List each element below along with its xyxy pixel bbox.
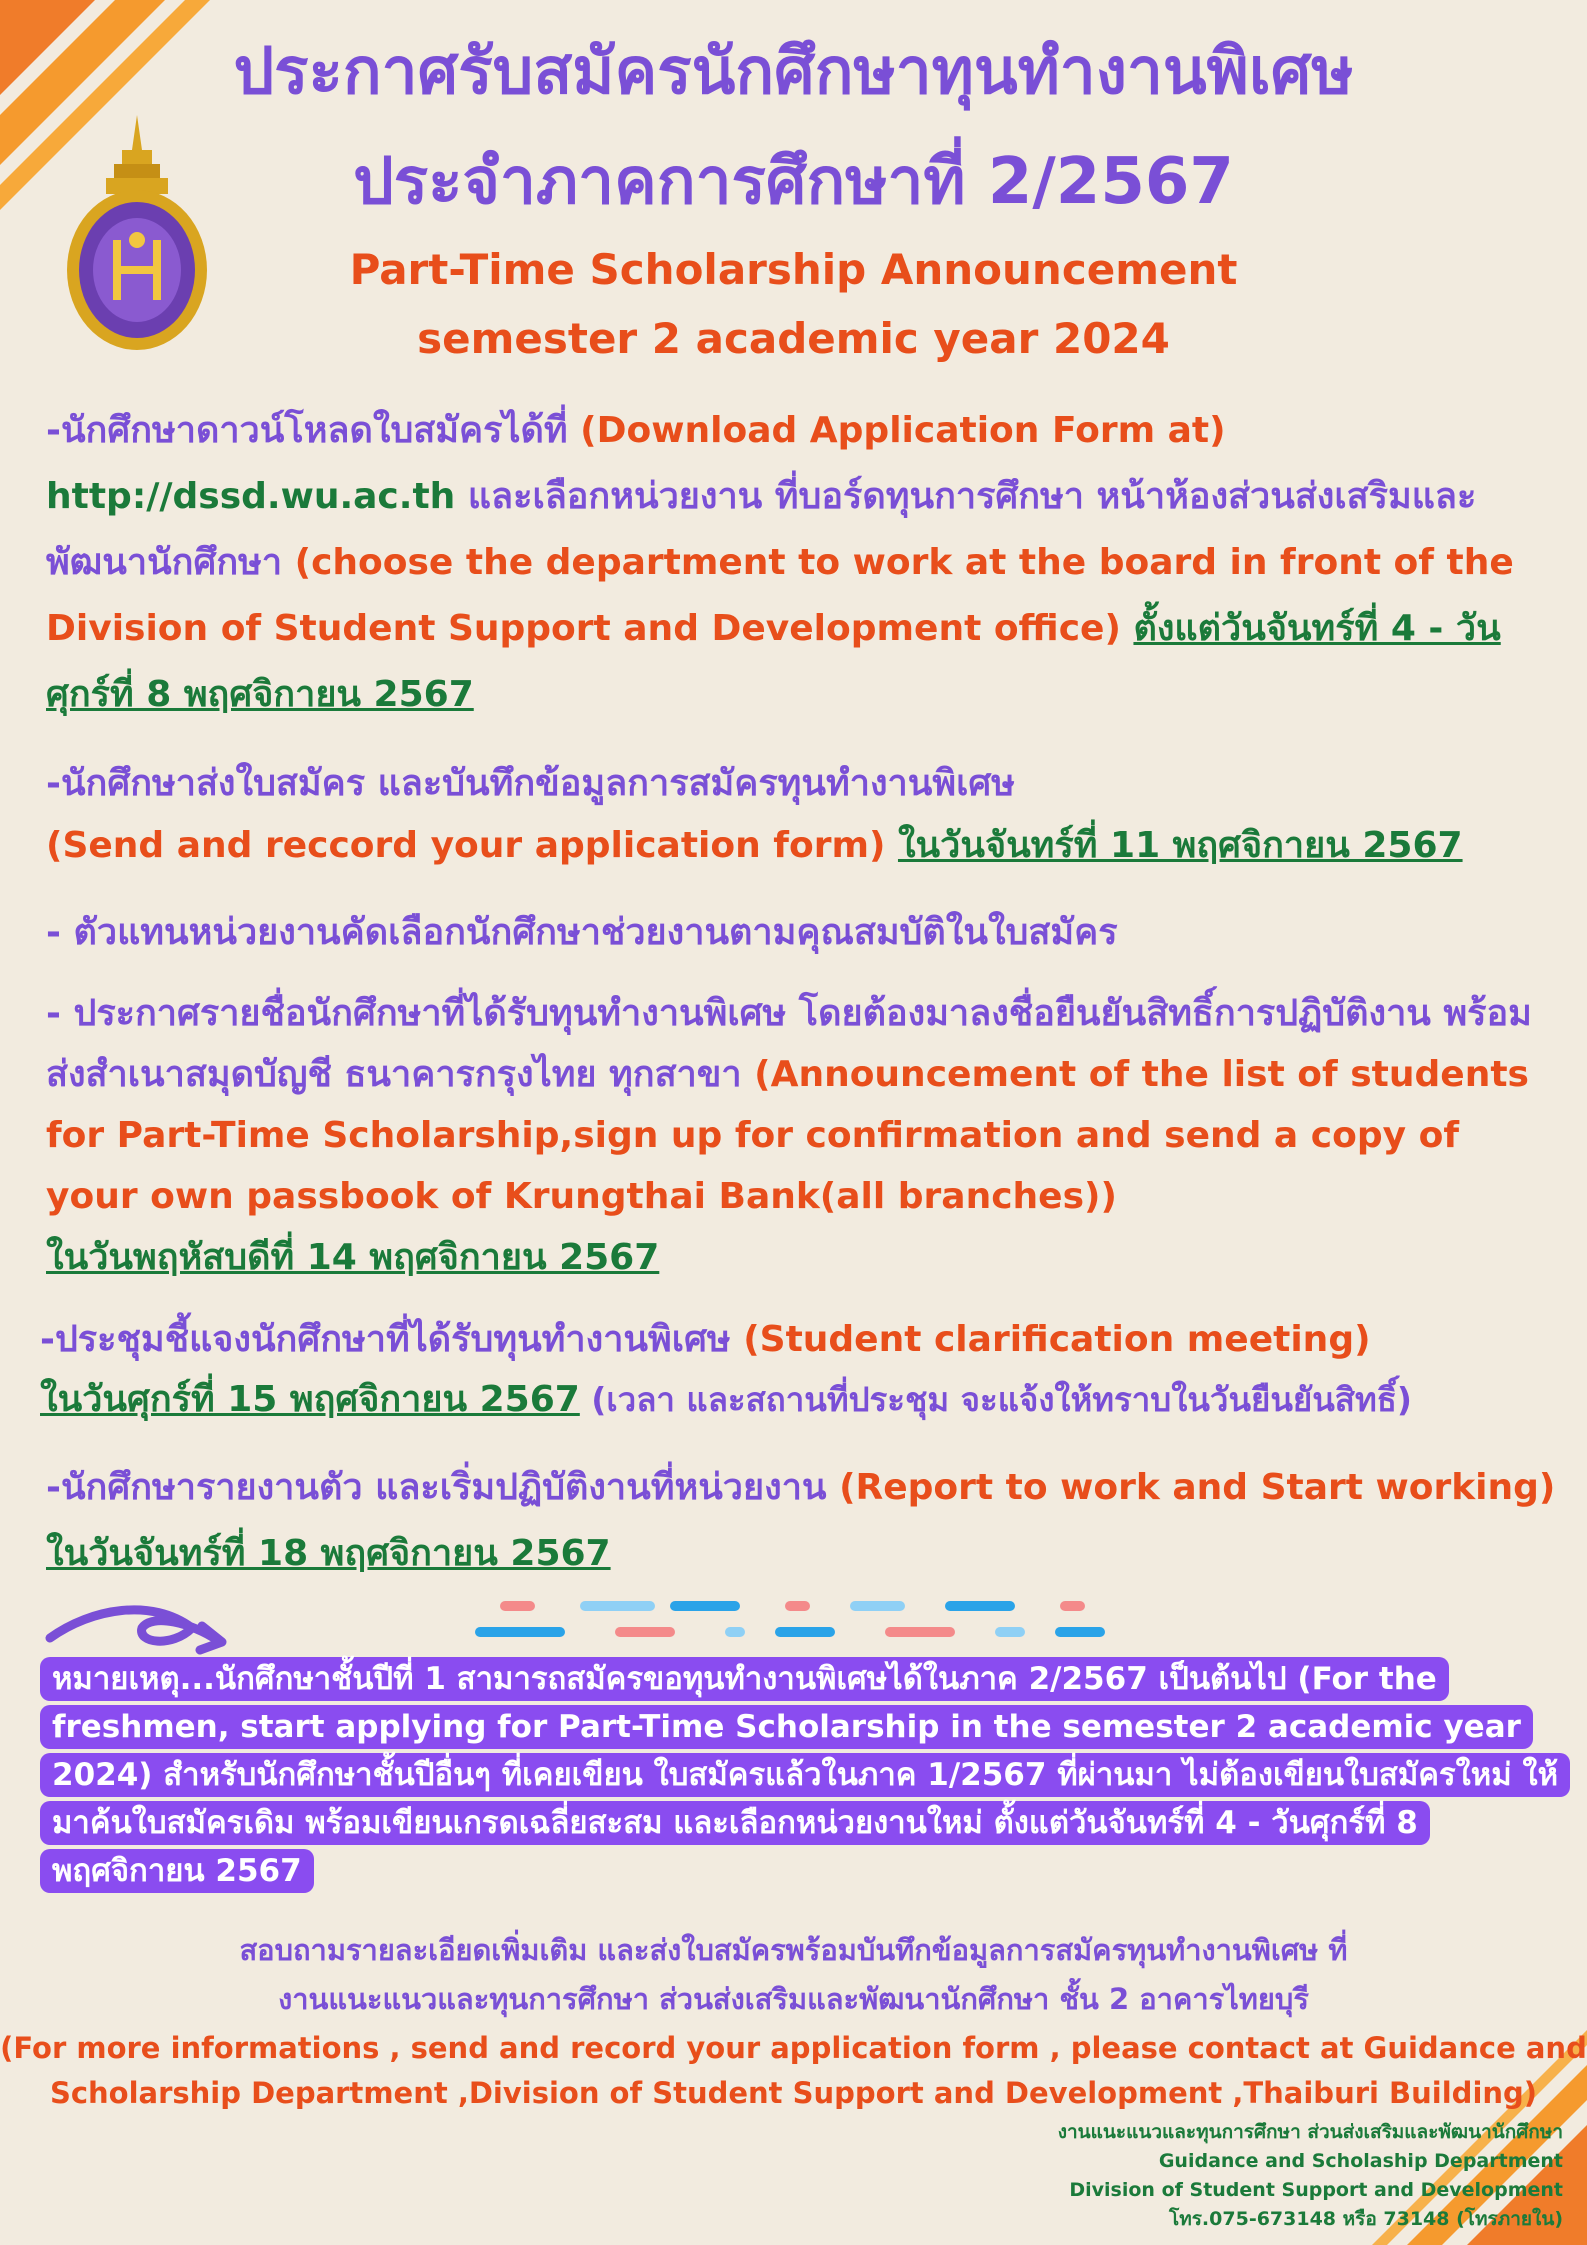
note-box [40, 1655, 1570, 1895]
step-text-en: (Send and reccord your application form) [46, 825, 886, 866]
footer-department-en: Guidance and Scholaship Department [1158, 2150, 1563, 2172]
contact-en-line2: Scholarship Department ,Division of Student Support and Development ,Thaiburi Building) [49, 2076, 1538, 2110]
subtitle-line1: Part-Time Scholarship Announcement [349, 245, 1238, 294]
step-date: ในวันจันทร์ที่ 18 พฤศจิกายน 2567 [46, 1533, 611, 1574]
step-text-th-2: และเลือกหน่วยงาน ที่บอร์ดทุนการศึกษา หน้าห้องส่วนส่งเสริมและพัฒนานักศึกษา [46, 476, 1477, 583]
contact-en-line1: (For more informations , send and record your application form , please contact at Guidance and [0, 2031, 1587, 2065]
step-text-en-2: (choose the department to work at the board in front of the Division of Student Support and Development office) [46, 542, 1514, 649]
dash-decoration [470, 1594, 1120, 1644]
step-text-th: - ประกาศรายชื่อนักศึกษาที่ได้รับทุนทำงานพิเศษ โดยต้องมาลงชื่อยืนยันสิทธิ์การปฏิบัติงาน พร้อมส่งสำเนาสมุดบัญชี ธนาคารกรุงไทย ทุกสาขา [46, 993, 1532, 1095]
step-text-en: (Report to work and Start working) [826, 1467, 1556, 1508]
step-text-en: (Download Application Form at) [567, 410, 1226, 451]
step-text-th: -ประชุมชี้แจงนักศึกษาที่ได้รับทุนทำงานพิเศษ [40, 1319, 731, 1360]
contact-th-line2: งานแนะแนวและทุนการศึกษา ส่วนส่งเสริมและพัฒนานักศึกษา ชั้น 2 อาคารไทยบุรี [278, 1982, 1309, 2016]
step-text-th: -นักศึกษารายงานตัว และเริ่มปฏิบัติงานที่หน่วยงาน [46, 1467, 827, 1508]
application-url-link[interactable]: http://dssd.wu.ac.th [46, 476, 456, 517]
step-date: ในวันพฤหัสบดีที่ 14 พฤศจิกายน 2567 [46, 1237, 660, 1278]
page-title-line1: ประกาศรับสมัครนักศึกษาทุนทำงานพิเศษ [233, 35, 1354, 109]
step-date: ในวันจันทร์ที่ 11 พฤศจิกายน 2567 [897, 825, 1463, 866]
contact-th-line1: สอบถามรายละเอียดเพิ่มเติม และส่งใบสมัครพร้อมบันทึกข้อมูลการสมัครทุนทำงานพิเศษ ที่ [239, 1933, 1348, 1967]
step-text-th: -นักศึกษาส่งใบสมัคร และบันทึกข้อมูลการสมัครทุนทำงานพิเศษ [46, 763, 1015, 804]
step-text-th: - ตัวแทนหน่วยงานคัดเลือกนักศึกษาช่วยงานตามคุณสมบัติในใบสมัคร [46, 912, 1118, 953]
subtitle-line2: semester 2 academic year 2024 [417, 314, 1170, 363]
note-text: หมายเหตุ...นักศึกษาชั้นปีที่ 1 สามารถสมัครขอทุนทำงานพิเศษได้ในภาค 2/2567 เป็นต้นไป (For the freshmen, start applying for Part-Time Scholarship in the semester 2 academic year 2024) สำหรับนักศึกษาชั้นปีอื่นๆ ที่เคยเขียน ใบสมัครแล้วในภาค 1/2567 ที่ผ่านมา ไม่ต้องเขียนใบสมัครใหม่ ให้มาค้นใบสมัครเดิม พร้อมเขียนเกรดเฉลี่ยสะสม และเลือกหน่วยงานใหม่ ตั้งแต่วันจันทร์ที่ 4 - วันศุกร์ที่ 8 พฤศจิกายน 2567 [40, 1657, 1570, 1893]
step-send-application [46, 753, 1556, 877]
footer-phone: โทร.075-673148 หรือ 73148 (โทรภายใน) [1169, 2208, 1563, 2230]
page-title-line2: ประจำภาคการศึกษาที่ 2/2567 [353, 145, 1234, 219]
step-download-application [46, 398, 1556, 728]
step-department-selection [46, 900, 1556, 966]
step-date: ตั้งแต่วันจันทร์ที่ 4 - วันศุกร์ที่ 8 พฤศจิกายน 2567 [46, 608, 1501, 715]
step-text-en: (Announcement of the list of students for Part-Time Scholarship,sign up for confirmation and send a copy of your own passbook of Krungthai Bank(all branches)) [46, 1054, 1529, 1217]
footer-department: งานแนะแนวและทุนการศึกษา ส่วนส่งเสริมและพัฒนานักศึกษา [1057, 2121, 1563, 2143]
step-clarification-meeting [40, 1310, 1550, 1430]
footer-division: Division of Student Support and Development [1069, 2179, 1563, 2201]
step-text-th-2: (เวลา และสถานที่ประชุม จะแจ้งให้ทราบในวันยืนยันสิทธิ์) [579, 1380, 1412, 1419]
step-report-to-work [46, 1455, 1556, 1587]
step-text-en: (Student clarification meeting) [730, 1319, 1371, 1360]
step-date: ในวันศุกร์ที่ 15 พฤศจิกายน 2567 [40, 1379, 580, 1420]
step-announcement [46, 983, 1556, 1288]
step-text-th: -นักศึกษาดาวน์โหลดใบสมัครได้ที่ [46, 410, 568, 451]
